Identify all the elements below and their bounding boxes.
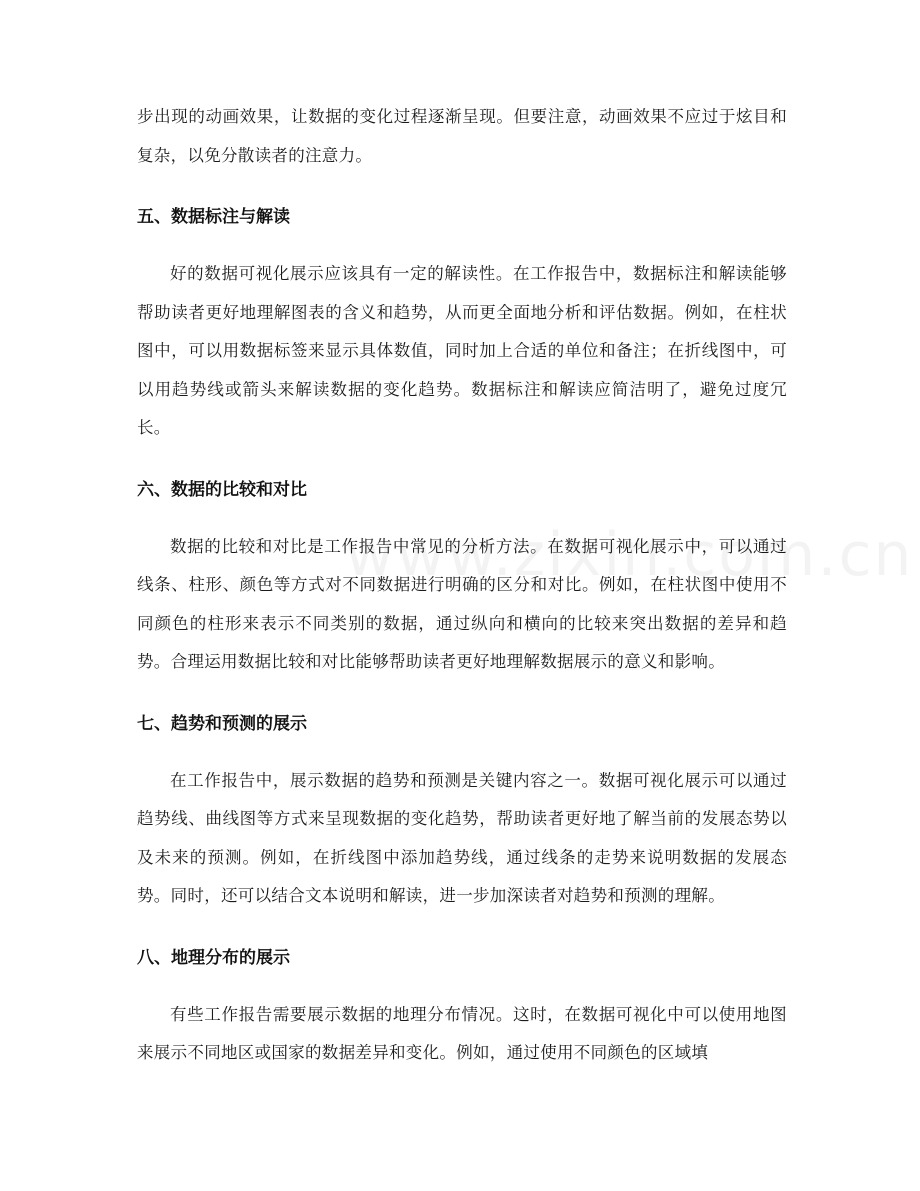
section-heading-5: 五、数据标注与解读 xyxy=(137,207,290,227)
document-body xyxy=(137,98,787,1073)
section-heading-8: 八、地理分布的展示 xyxy=(137,947,290,968)
section-heading-6: 六、数据的比较和对比 xyxy=(137,479,307,500)
section-body-6: 数据的比较和对比是工作报告中常见的分析方法。在数据可视化展示中，可以通过线条、柱形、颜色等方式对不同数据进行明确的区分和对比。例如，在柱状图中使用不同颜色的柱形来表示不同类别的数据，通过纵向和横向的比较来突出数据的差异和趋势。合理运用数据比较和对比能够帮助读者更好地理解数据展示的意义和影响。 xyxy=(137,536,787,671)
section-body-7: 在工作报告中，展示数据的趋势和预测是关键内容之一。数据可视化展示可以通过趋势线、曲线图等方式来呈现数据的变化趋势，帮助读者更好地了解当前的发展态势以及未来的预测。例如，在折线图中添加趋势线，通过线条的走势来说明数据的发展态势。同时，还可以结合文本说明和解读，进一步加深读者对趋势和预测的理解。 xyxy=(137,770,787,905)
section-body-5: 好的数据可视化展示应该具有一定的解读性。在工作报告中，数据标注和解读能够帮助读者更好地理解图表的含义和趋势，从而更全面地分析和评估数据。例如，在柱状图中，可以用数据标签来显示具体数值，同时加上合适的单位和备注；在折线图中，可以用趋势线或箭头来解读数据的变化趋势。数据标注和解读应简洁明了，避免过度冗长。 xyxy=(137,264,787,437)
section-heading-7: 七、趋势和预测的展示 xyxy=(137,713,307,734)
intro-paragraph: 步出现的动画效果，让数据的变化过程逐渐呈现。但要注意，动画效果不应过于炫目和复杂，以免分散读者的注意力。 xyxy=(137,107,787,165)
section-body-8: 有些工作报告需要展示数据的地理分布情况。这时，在数据可视化中可以使用地图来展示不同地区或国家的数据差异和变化。例如，通过使用不同颜色的区域填 xyxy=(137,1004,787,1062)
